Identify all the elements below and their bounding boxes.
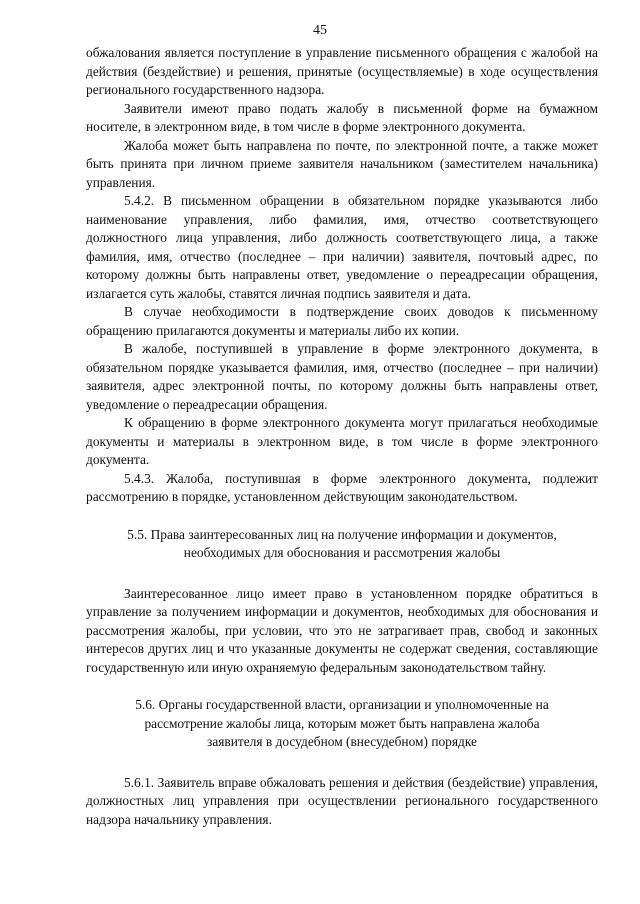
heading-line: заявителя в досудебном (внесудебном) порядке (207, 734, 477, 749)
heading-line: необходимых для обоснования и рассмотрения жалобы (183, 545, 501, 560)
section-heading-5-6 (86, 696, 598, 752)
paragraph-5-6-1: 5.6.1. Заявитель вправе обжаловать решения и действия (бездействие) управления, должностных лиц управления при осуществлении регионального государственного надзора начальнику управления. (86, 774, 598, 827)
heading-line: 5.6. Органы государственной власти, организации и уполномоченные на (135, 697, 549, 712)
paragraph-electronic-complaint: В жалобе, поступившей в управление в форме электронного документа, в обязательном порядке указывается фамилия, имя, отчество (последнее – при наличии) заявителя, адрес электронной почты, по которому должны быть направлены ответ, уведомление о переадресации обращения. (86, 341, 598, 412)
heading-line: рассмотрение жалобы лица, которым может быть направлена жалоба (144, 715, 540, 731)
paragraph-electronic-attachments: К обращению в форме электронного документа могут прилагаться необходимые документы и материалы в электронном виде, в том числе в форме электронного документа. (86, 415, 598, 467)
section-heading-5-5 (86, 526, 598, 563)
page-number: 45 (313, 23, 327, 38)
paragraph-attachments: В случае необходимости в подтверждение своих доводов к письменному обращению прилагаются документы и материалы либо их копии. (86, 304, 598, 338)
document-body (86, 44, 598, 829)
paragraph-appeal-grounds: обжалования является поступление в управление письменного обращения с жалобой на действия (бездействие) и решения, принятые (осуществляемые) в ходе осуществления регионального государственного надзора. (86, 45, 598, 97)
paragraph-5-4-2: 5.4.2. В письменном обращении в обязательном порядке указываются либо наименование управления, либо фамилия, имя, отчество соответствующего должностного лица управления, либо должность соответствующего лица, а также фамилия, имя, отчество (последнее – при наличии) заявителя, почтовый адрес, по которому должны быть направлены ответ, уведомление о переадресации обращения, излагается суть жалобы, ставятся личная подпись заявителя и дата. (86, 193, 598, 301)
paragraph-5-4-3: 5.4.3. Жалоба, поступившая в форме электронного документа, подлежит рассмотрению в порядке, установленном действующим законодательством. (86, 470, 598, 504)
paragraph-delivery-methods: Жалоба может быть направлена по почте, по электронной почте, а также может быть принята при личном приеме заявителя начальником (заместителем начальника) управления. (86, 137, 598, 190)
paragraph-submission-forms: Заявители имеют право подать жалобу в письменной форме на бумажном носителе, в электронном виде, в том числе в форме электронного документа. (86, 100, 598, 134)
heading-line: 5.5. Права заинтересованных лиц на получение информации и документов, (127, 526, 557, 542)
paragraph-information-rights: Заинтересованное лицо имеет право в установленном порядке обратиться в управление за получением информации и документов, необходимых для обоснования и рассмотрения жалобы, при условии, что это не затрагивает прав, свобод и законных интересов других лиц и что указанные документы не содержат сведения, составляющие государственную или иную охраняемую федеральным законодательством тайну. (86, 585, 598, 675)
